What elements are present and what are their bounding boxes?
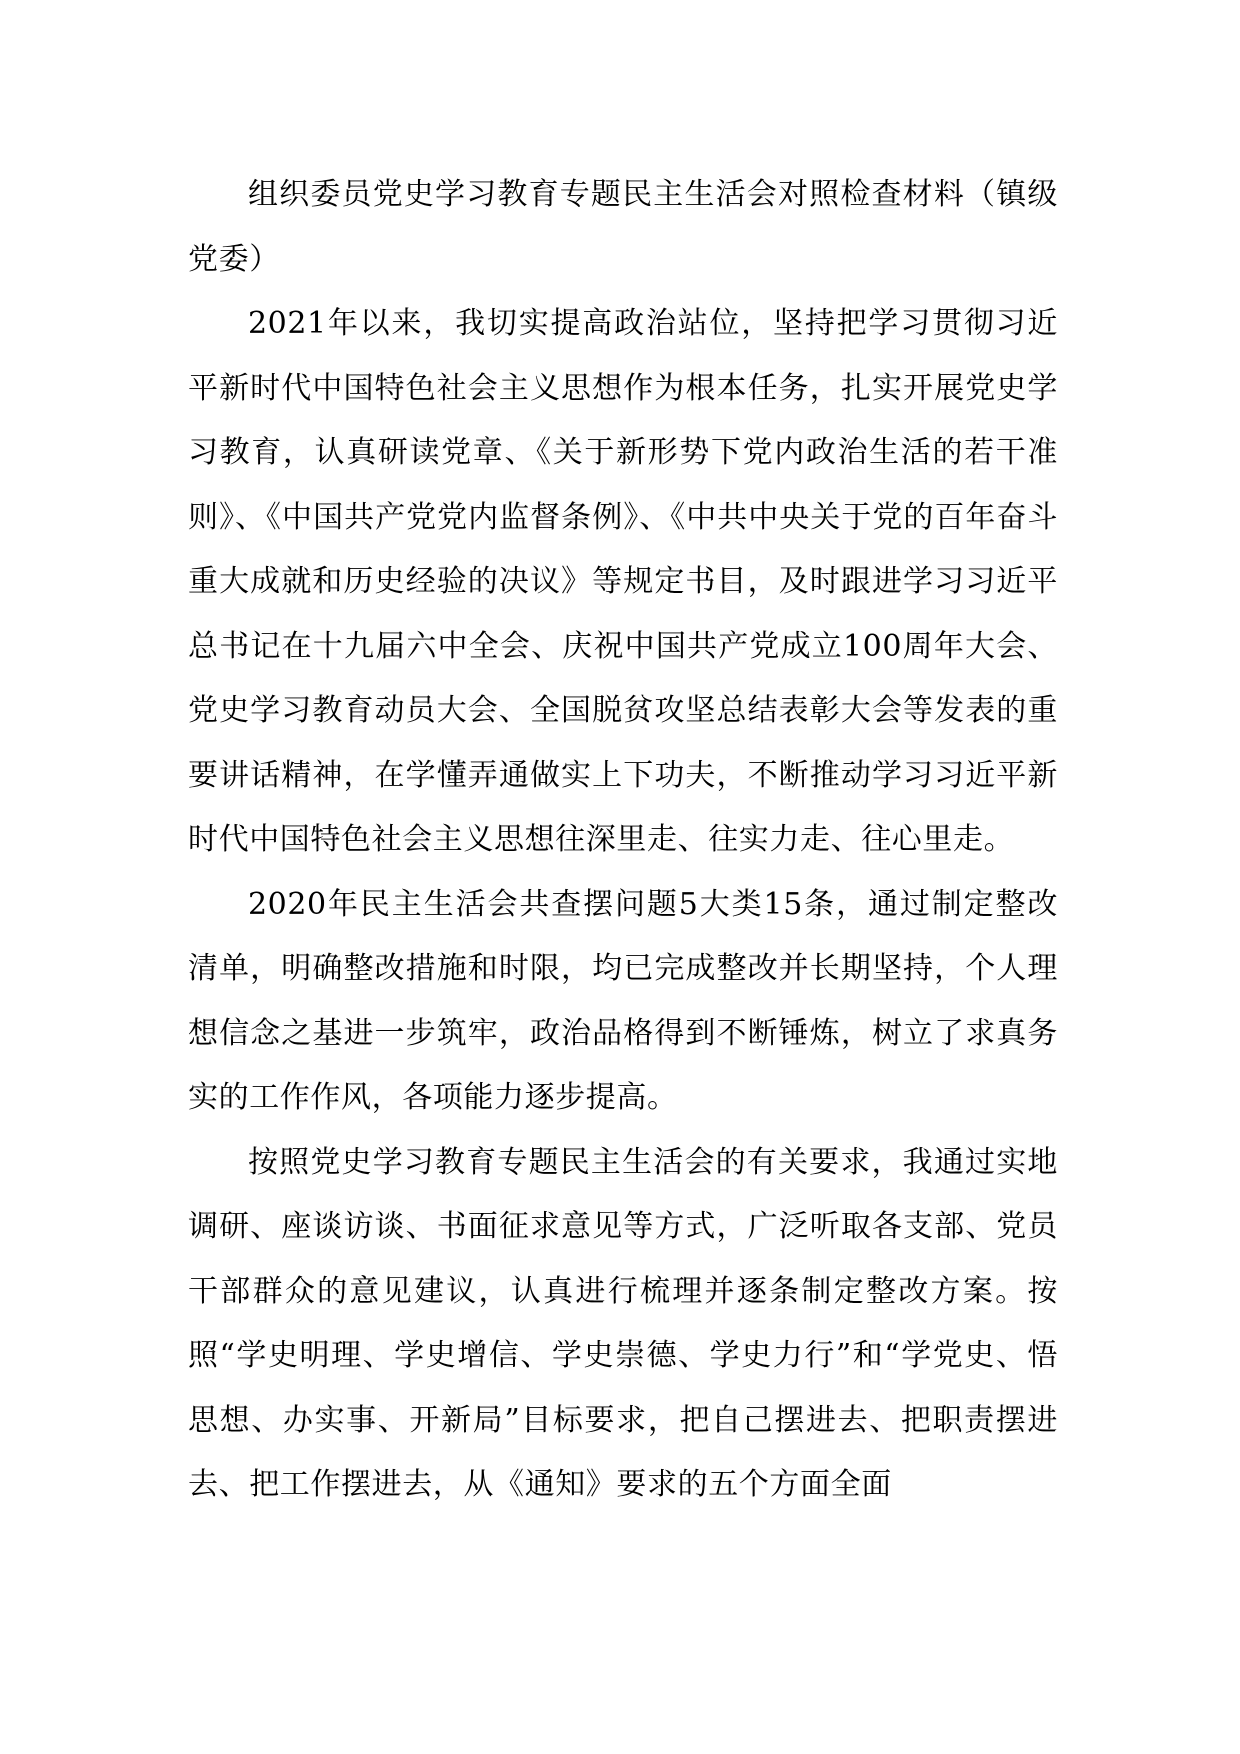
document-body (188, 163, 1058, 1518)
paragraph-3: 按照党史学习教育专题民主生活会的有关要求，我通过实地调研、座谈访谈、书面征求意见等方式，广泛听取各支部、党员干部群众的意见建议，认真进行梳理并逐条制定整改方案。按照“学史明理、学史增信、学史崇德、学史力行”和“学党史、悟思想、办实事、开新局”目标要求，把自己摆进去、把职责摆进去、把工作摆进去，从《通知》要求的五个方面全面 (188, 1144, 1058, 1502)
document-title: 组织委员党史学习教育专题民主生活会对照检查材料（镇级党委） (188, 177, 1058, 277)
paragraph-1: 2021年以来，我切实提高政治站位，坚持把学习贯彻习近平新时代中国特色社会主义思想作为根本任务，扎实开展党史学习教育，认真研读党章、《关于新形势下党内政治生活的若干准则》、《中国共产党党内监督条例》、《中共中央关于党的百年奋斗重大成就和历史经验的决议》等规定书目，及时跟进学习习近平总书记在十九届六中全会、庆祝中国共产党成立100周年大会、党史学习教育动员大会、全国脱贫攻坚总结表彰大会等发表的重要讲话精神，在学懂弄通做实上下功夫，不断推动学习习近平新时代中国特色社会主义思想往深里走、往实力走、往心里走。 (188, 306, 1058, 857)
paragraph-2: 2020年民主生活会共查摆问题5大类15条，通过制定整改清单，明确整改措施和时限，均已完成整改并长期坚持，个人理想信念之基进一步筑牢，政治品格得到不断锤炼，树立了求真务实的工作作风，各项能力逐步提高。 (188, 886, 1058, 1115)
